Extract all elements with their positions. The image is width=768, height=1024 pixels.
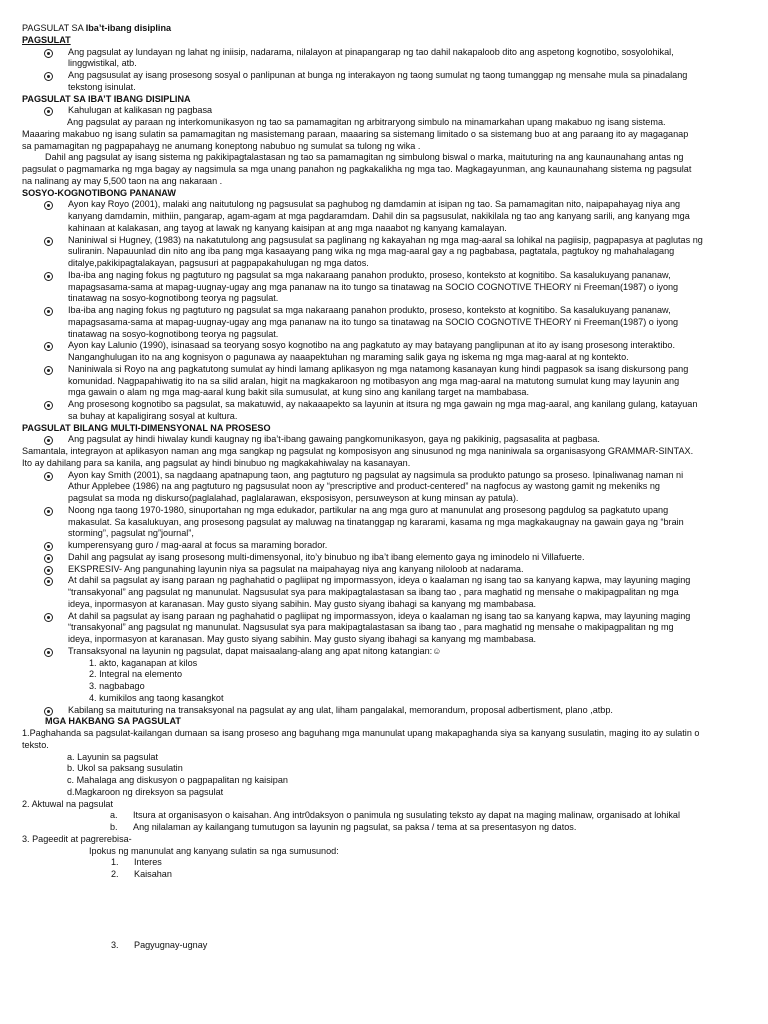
heading-pagsulat: PAGSULAT — [22, 34, 71, 45]
item-text: Pagyugnay-ugnay — [134, 939, 208, 950]
paragraph-line: pagsulat o pagmamarka ng mga bagay ay nagsimula sa mga unang panahon ng pagkakalikha ng mga tao. Magkagayunman, ang kaunaunahang sistema ng pagsulat — [22, 164, 692, 174]
step-subitem: a. Layunin sa pagsulat — [67, 751, 159, 762]
bullet-icon — [44, 507, 53, 516]
step-subitem — [22, 940, 748, 952]
pagsulat-list — [22, 47, 748, 94]
list-item — [22, 705, 748, 717]
text-line: pagsulat sa moda ng diskurso(paglalahad, paglalarawan, eksposisyon, persuweyson at kung minsan ay patula). — [68, 493, 519, 503]
step-line: 3. Pageedit at pagrerebisa- — [22, 833, 132, 844]
text-line: At dahil sa pagsulat ay isang paraan ng paghahatid o pagliipat ng impormassyon, ideya o kaalaman ng isang tao sa kanyang kapwa, may layuning maging — [68, 610, 691, 621]
list-item — [22, 270, 748, 305]
text-line: Ang pagsusulat ay isang prosesong sosyal o panlipunan at bunga ng interakayon ng taong sumulat ng taong tumanggap ng mensahe mula sa pinadalang — [68, 70, 688, 80]
numbered-item: 3. nagbabago — [89, 681, 145, 691]
document-title — [22, 23, 748, 35]
text-line: ideya, inpormasyon at karanasan. May gusto siyang sabihin. May gusto siyang ibahagi sa kanyang mg mambabasa. — [68, 598, 537, 609]
list-item — [22, 540, 748, 552]
step-subitem: c. Mahalaga ang diskusyon o pagpapalitan ng kaisipan — [67, 775, 288, 785]
list-item — [22, 434, 748, 446]
text-line: Ang prosesong kognotibo sa pagsulat, sa makatuwid, ay nakaaapekto sa layunin at itsura ng mga gawain ng mga mag-aaral, ang kanilang gulang, katayuan — [68, 399, 698, 409]
bullet-icon — [44, 49, 53, 58]
bullet-icon — [44, 401, 53, 410]
item-marker: 2. — [111, 869, 119, 879]
bullet-icon — [44, 613, 53, 622]
disiplina-list — [22, 105, 748, 117]
step-subitem: b. Ukol sa paksang susulatin — [67, 763, 183, 774]
numbered-item: 1. akto, kaganapan at kilos — [89, 657, 198, 668]
item-marker: 3. — [111, 939, 119, 950]
text-line: Dahil ang pagsulat ay isang prosesong multi-dimensyonal, ito’y binubuo ng iba’t ibang elemento gaya ng iminodelo ni Villafuerte. — [68, 551, 585, 562]
text-line: “transakyonal” ang pagsulat ng manunulat. Nagsusulat sya para makipagtalastasan sa ibang tao , para maghatid ng mensahe o makipagpalitan ng mga — [68, 587, 679, 597]
text-line: makasulat. Sa kasalukuyan, ang prosesong pagsulat ay maluwag na tinatanggap ng kararami, kasama ng mga magkakaugnay na gawain gaya ng “brain — [68, 516, 684, 527]
numbered-item: 4. kumikilos ang taong kasangkot — [89, 692, 224, 703]
text-line: kanyang damdamin, mithiin, pangarap, agam-agam at mga pagdaramdam. Dahil din sa pagsusulat, nakikilala ng tao ang kanyang sarili, ang kanyang mga — [68, 211, 690, 221]
bullet-icon — [44, 201, 53, 210]
step-subitem — [22, 857, 748, 869]
step-subitem — [22, 810, 748, 822]
text-line: kumperensyang guro / mag-aaral at focus sa maraming borador. — [68, 540, 328, 550]
bullet-icon — [44, 566, 53, 575]
text-line: Transaksyonal na layunin ng pagsulat, dapat maisaalang-alang ang apat nitong katangian:☺ — [68, 645, 442, 656]
item-text: Kaisahan — [134, 869, 172, 879]
paragraph-line: Samantala, integrayon at aplikasyon naman ang mga sangkap ng pagsulat ng komposisyon ang sinusunod ng mga naniniwala sa organisasyong GRAMMAR-SINTAX. — [22, 446, 694, 456]
multi-list-b — [22, 470, 748, 658]
text-line: EKSPRESIV- Ang pangunahing layunin niya sa pagsulat na maipahayag niya ang kanyang niloloob at nadarama. — [68, 563, 524, 574]
text-line: linggwistikal, atb. — [68, 58, 137, 69]
text-line: Ang pagsulat ay hindi hiwalay kundi kaugnay ng iba’t-ibang gawaing pangkomunikasyon, gaya ng pakikinig, pagsasalita at pagbasa. — [68, 434, 600, 445]
step-line: 1.Paghahanda sa pagsulat-kailangan dumaan sa isang proseso ang baguhang mga manunulat upang makapaghanda siya sa kanyang susulatin, maging ito ay sulatin o — [22, 728, 700, 738]
step-line: teksto. — [22, 739, 49, 750]
list-item — [22, 235, 748, 270]
text-line: Ayon kay Royo (2001), malaki ang naitutulong ng pagsusulat sa paghubog ng damdamin at isipan ng tao. Sa pamamagitan nito, naipapahayag niya ang — [68, 199, 681, 210]
paragraph-line: Ang pagsulat ay paraan ng interkomunikasyon ng tao sa pamamagitan ng arbitraryong simbulo na minamarkahan upang makabuo ng isang sistema. — [67, 117, 666, 127]
list-item — [22, 364, 748, 399]
item-marker: 1. — [111, 857, 119, 868]
bullet-icon — [44, 472, 53, 481]
step-subitem: d.Magkaroon ng direksyon sa pagsulat — [67, 786, 224, 797]
bullet-icon — [44, 366, 53, 375]
bullet-icon — [44, 307, 53, 316]
heading-multi: PAGSULAT BILANG MULTI-DIMENSYONAL NA PROSESO — [22, 422, 271, 433]
text-line: At dahil sa pagsulat ay isang paraan ng paghahatid o pagliipat ng impormassyon, ideya o kaalaman ng isang tao sa kanyang kapwa, may layuning maging — [68, 575, 691, 586]
text-line: Naniniwal si Hugney, (1983) na nakatutulong ang pagsusulat sa paglinang ng kakayahan ng mga mag-aaral sa lohikal na pagiisip, pagpapasya at paglutas ng — [68, 234, 703, 245]
text-line: Kabilang sa maituturing na transaksyonal na pagsulat ay ang ulat, liham pangalakal, memorandum, proposal adbertisment, plano ,atbp. — [68, 704, 613, 715]
numbered-item: 2. Integral na elemento — [89, 669, 183, 680]
text-line: ideya, inpormasyon at karanasan. May gusto siyang sabihin. May gusto siyang ibahagi sa kanyang mg mambabasa. — [68, 634, 537, 644]
step-intro: Ipokus ng manunulat ang kanyang sulatin sa nga sumusunod: — [89, 845, 339, 856]
text-line: Athur Applebee (1986) na ang pagtuturo ng pagsusulat noon ay “prescriptive and product-centered” na nagfocus ay wastong gamit ng mekeniks ng — [68, 481, 660, 492]
bullet-icon — [44, 342, 53, 351]
paragraph-line: na nalinang ay may 5,500 taon na ang nakaraan . — [22, 175, 223, 186]
list-item — [22, 505, 748, 540]
bullet-icon — [44, 107, 53, 116]
list-item — [22, 305, 748, 340]
text-line: suliranin. Napauunlad din nito ang iba pang mga kasaayang pang wika ng mga mag-aaral gay a ng pagbabasa, pagtatala, pagtukoy ng mahahalagang — [68, 246, 675, 257]
text-line: sa buhay at kapaligirang sosyal at kultura. — [68, 410, 238, 421]
sosyo-list — [22, 199, 748, 422]
list-item — [22, 70, 748, 94]
list-item — [22, 552, 748, 564]
title-rest: Iba’t-ibang disiplina — [85, 23, 172, 33]
text-line: Ayon kay Lalunio (1990), isinasaad sa teoryang sosyo kognotibo na ang pagkatuto ay may batayang panglipunan at ito ay isang prosesong interaktibo. — [68, 340, 675, 351]
item-text: Interes — [134, 857, 162, 868]
item-text: Itsura at organisasyon o kaisahan. Ang intr0daksyon o panimula ng susulating teksto ay dapat na maging malinaw, organisado at lohikal — [133, 810, 680, 821]
item-marker: a. — [110, 810, 118, 821]
text-line: kahinaan at kalakasan, ang tayog at lawak ng kanyang kaisipan at ang mga naaabot ng kanyang kamalayan. — [68, 222, 507, 233]
item-marker: b. — [110, 822, 118, 832]
list-item — [22, 105, 748, 117]
text-line: tekstong isinulat. — [68, 81, 136, 92]
text-line: Noong nga taong 1970-1980, sinuportahan ng mga edukador, partikular na ang mga guro at manunulat ang prosesong pagdulog sa pagkatuto upang — [68, 504, 669, 515]
list-item — [22, 340, 748, 364]
bullet-icon — [44, 554, 53, 563]
bullet-icon — [44, 577, 53, 586]
list-item — [22, 611, 748, 646]
heading-hakbang: MGA HAKBANG SA PAGSULAT — [45, 716, 181, 727]
list-item — [22, 564, 748, 576]
list-item — [22, 399, 748, 423]
text-line: “transakyonal” ang pagsulat ng manunulat. Nagsusulat sya para makipagtalastasan sa ibang tao , para maghatid ng mensahe o makipagpalitan ng mg — [68, 622, 674, 633]
text-line: komunidad. Nagpapahiwatig ito na sa silid aralan, higit na magkakaroon ng motibasyon ang mga mag-aaral na matutong sumulat kung may layunin ang — [68, 375, 680, 386]
list-item — [22, 470, 748, 505]
list-item — [22, 47, 748, 71]
bullet-icon — [44, 436, 53, 445]
multi-list-c — [22, 705, 748, 717]
text-line: Nanganghulugan ito na ang kognisyon o pagunawa ay naaapektuhan ng maraming salik gaya ng iskema ng mga mag-aaral at ng kontekto. — [68, 352, 629, 362]
text-line: mga gawain o alam ng mga mag-aaral kung bakit sila sumusulat, at kung sino ang kanilang target na mambabasa. — [68, 387, 530, 398]
text-line: tinatawag na sosyo-kognotibong teorya ng pagsulat. — [68, 293, 279, 304]
bullet-icon — [44, 72, 53, 81]
bullet-icon — [44, 272, 53, 281]
item-text: Ang nilalaman ay kailangang tumutugon sa layunin ng pagsulat, sa paksa / tema at sa presentasyon ng datos. — [133, 822, 577, 832]
text-line: tinatawag na sosyo-kognotibong teorya ng pagsulat. — [68, 328, 279, 339]
heading-sosyo: SOSYO-KOGNOTIBONG PANANAW — [22, 187, 176, 198]
multi-list-a — [22, 434, 748, 446]
step-line: 2. Aktuwal na pagsulat — [22, 798, 113, 809]
paragraph-line: Dahil ang pagsulat ay isang sistema ng pakikipagtalastasan ng tao sa pamamagitan ng simbulong biswal o marka, maituturing na ang kaunaunahang antas ng — [45, 152, 684, 163]
text-line: Naniniwala si Royo na ang pagkatutong sumulat ay hindi lamang aplikasyon ng mga natamong kasanayan kung hindi pagpasok sa isang diskursong pang — [68, 363, 689, 374]
text-line: Ang pagsulat ay lundayan ng lahat ng iniisip, nadarama, nilalayon at pinapangarap ng tao dahil nakapaloob dito ang aspetong kognotibo, sosyolohikal, — [68, 46, 674, 57]
paragraph-line: sa pamamagitan ng pagpapahayg ne anumang koneptong nabubuo ng sumulat sa tulong ng wika . — [22, 140, 421, 151]
bullet-icon — [44, 707, 53, 716]
text-line: Iba-iba ang naging fokus ng pagtuturo ng pagsulat sa mga nakaraang panahon produkto, proseso, konteksto at kognitibo. Sa kasalukuyang pananaw, — [68, 269, 671, 280]
text-line: ditalye,pakikipagtalakayan, pagsusuri at pagpapakahulugan ng mga datos. — [68, 258, 369, 268]
bullet-icon — [44, 237, 53, 246]
list-item — [22, 199, 748, 234]
paragraph-line: Ito ay dahilang para sa kanila, ang pagsulat ay hindi binubuo ng magkakahiwalay na kasanayan. — [22, 457, 411, 468]
bullet-icon — [44, 648, 53, 657]
paragraph-line: Maaaring makabuo ng isang sulatin sa pamamagitan ng masistemang paraan, maaaring sa sistemang limitado o sa sistemang buo at ang paraang ito ay magaganap — [22, 128, 689, 139]
list-item — [22, 646, 748, 658]
text-line: storming”, pagsulat ng”journal”, — [68, 528, 194, 539]
text-line: mapagsasama-sama at mapag-uugnay-ugay ang mga pananaw na ito tungo sa tinatawag na SOCIO COGNOTIVE THEORY ni Freeman(1987) o iyong — [68, 316, 679, 327]
text-line: Iba-iba ang naging fokus ng pagtuturo ng pagsulat sa mga nakaraang panahon produkto, proseso, konteksto at kognitibo. Sa kasalukuyang pananaw, — [68, 305, 671, 315]
heading-disiplina: PAGSULAT SA IBA’T IBANG DISIPLINA — [22, 93, 191, 104]
bullet-icon — [44, 542, 53, 551]
list-item — [22, 575, 748, 610]
step-subitem — [22, 822, 748, 834]
text-line: Ayon kay Smith (2001), sa nagdaang apatnapung taon, ang pagtuturo ng pagsulat ay nagsimula sa produkto patungo sa proseso. Ipinaliwanag naman ni — [68, 469, 684, 480]
text-line: Kahulugan at kalikasan ng pagbasa — [68, 105, 213, 116]
title-prefix: PAGSULAT SA — [22, 23, 86, 33]
text-line: mapagsasama-sama at mapag-uugnay-ugay ang mga pananaw na ito tungo sa tinatawag na SOCIO COGNOTIVE THEORY ni Freeman(1987) o iyong — [68, 281, 679, 292]
step-subitem — [22, 869, 748, 881]
